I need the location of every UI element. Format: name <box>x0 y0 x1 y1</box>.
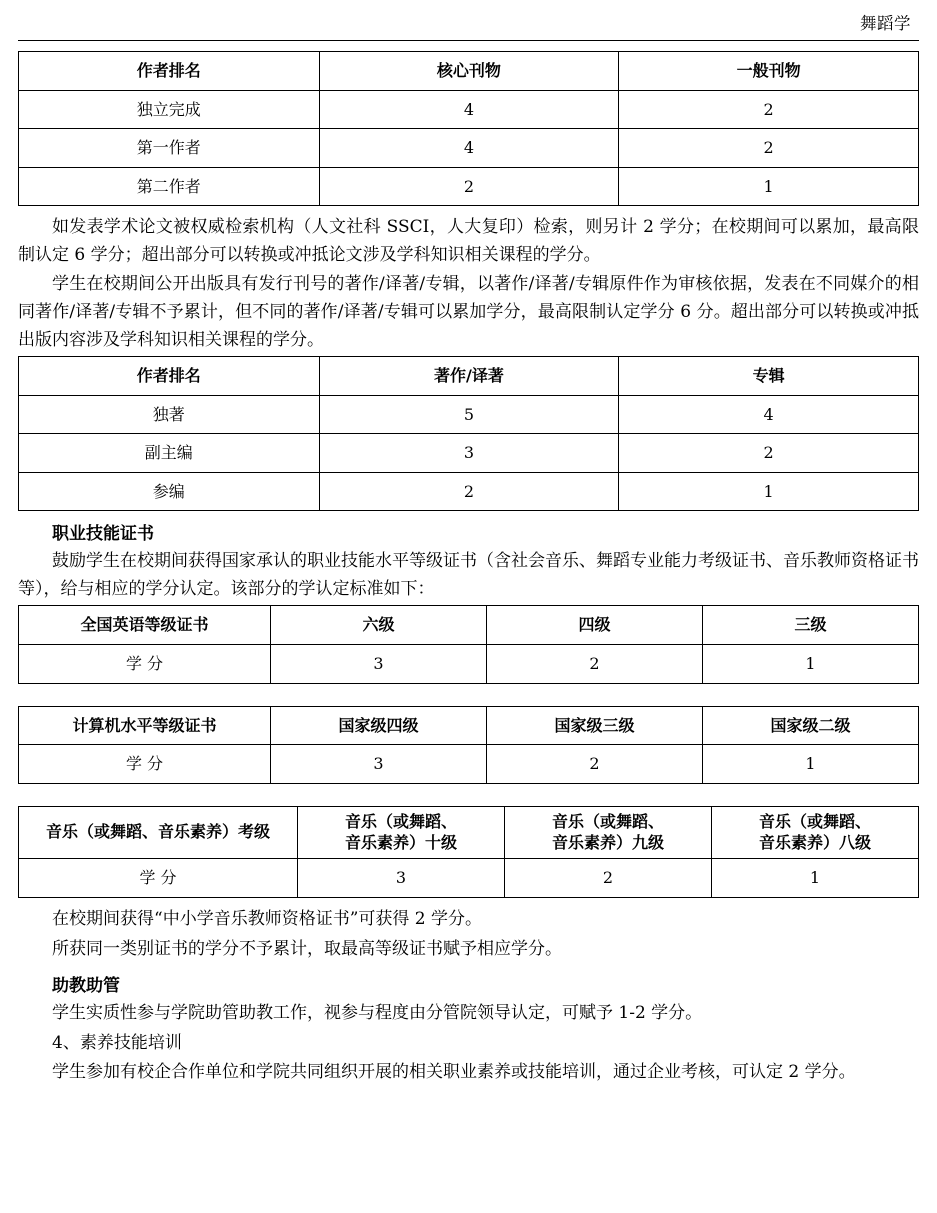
computer-certificate-table <box>18 706 919 784</box>
table-row <box>19 645 919 684</box>
table-header-cell: 著作/译著 <box>319 357 619 396</box>
paragraph-no-accumulate: 所获同一类别证书的学分不予累计，取最高等级证书赋予相应学分。 <box>52 938 562 959</box>
table-cell: 3 <box>298 859 505 898</box>
table-row <box>19 52 919 91</box>
table-cell: 独著 <box>19 395 320 434</box>
table-cell: 2 <box>619 434 919 473</box>
paragraph-teacher-certificate: 在校期间获得“中小学音乐教师资格证书”可获得 2 学分。 <box>52 909 483 930</box>
table-cell: 参编 <box>19 472 320 511</box>
table-row <box>19 395 919 434</box>
table-cell: 2 <box>619 129 919 168</box>
table-row <box>19 357 919 396</box>
english-certificate-table <box>18 605 919 683</box>
table-cell: 4 <box>319 129 619 168</box>
table-header-text: 音乐（或舞蹈、音乐素养）考级 <box>45 822 270 842</box>
table-cell: 2 <box>487 645 703 684</box>
table-cell: 3 <box>271 645 487 684</box>
table-header-cell: 作者排名 <box>19 357 320 396</box>
table-header-cell <box>298 806 505 859</box>
table-header-cell: 专辑 <box>619 357 919 396</box>
table-cell: 学 分 <box>19 645 271 684</box>
table-cell: 1 <box>712 859 919 898</box>
table-row <box>19 472 919 511</box>
table-cell: 1 <box>619 167 919 206</box>
table-cell: 1 <box>619 472 919 511</box>
table-cell: 3 <box>319 434 619 473</box>
paragraph-assistant-credit: 学生实质性参与学院助管助教工作，视参与程度由分管院领导认定，可赋予 1-2 学分。 <box>52 1003 703 1024</box>
paper-credit-table <box>18 51 919 206</box>
table-header-cell: 三级 <box>703 606 919 645</box>
table-cell: 2 <box>487 745 703 784</box>
table-header-line1: 音乐（或舞蹈、 <box>758 811 871 831</box>
table-cell: 学 分 <box>19 859 298 898</box>
paragraph-certificate-encourage: 鼓励学生在校期间获得国家承认的职业技能水平等级证书（含社会音乐、舞蹈专业能力考级证书、音乐教师资格证书等），给与相应的学分认定。该部分的学认定标准如下： <box>18 551 919 599</box>
table-row <box>19 859 919 898</box>
table-cell: 第一作者 <box>19 129 320 168</box>
table-row <box>19 90 919 129</box>
table-row <box>19 129 919 168</box>
table-row <box>19 706 919 745</box>
table-cell: 4 <box>319 90 619 129</box>
table-header-cell: 四级 <box>487 606 703 645</box>
table-header-line1: 音乐（或舞蹈、 <box>344 811 457 831</box>
table-header-line2: 音乐素养）九级 <box>551 832 664 852</box>
table-header-cell: 计算机水平等级证书 <box>19 706 271 745</box>
table-row <box>19 806 919 859</box>
table-row <box>19 606 919 645</box>
running-header: 舞蹈学 <box>860 14 911 33</box>
table-header-line1: 音乐（或舞蹈、 <box>551 811 664 831</box>
table-header-cell: 六级 <box>271 606 487 645</box>
table-cell: 副主编 <box>19 434 320 473</box>
publication-credit-table <box>18 356 919 511</box>
table-header-cell: 作者排名 <box>19 52 320 91</box>
table-cell: 1 <box>703 645 919 684</box>
table-header-line2: 音乐素养）八级 <box>758 832 871 852</box>
table-spacer <box>18 792 919 806</box>
table-header-cell <box>19 806 298 859</box>
table-spacer <box>18 692 919 706</box>
table-row <box>19 434 919 473</box>
table-cell: 第二作者 <box>19 167 320 206</box>
section-heading-teaching-assistant: 助教助管 <box>52 976 120 997</box>
table-header-cell: 国家级四级 <box>271 706 487 745</box>
table-header-cell: 全国英语等级证书 <box>19 606 271 645</box>
paragraph-publication-rule: 学生在校期间公开出版具有发行刊号的著作/译著/专辑，以著作/译著/专辑原件作为审核依据，发表在不同媒介的相同著作/译著/专辑不予累计，但不同的著作/译著/专辑可以累加学分，最高限制认定学分 6 分。超出部分可以转换或冲抵出版内容涉及学科知识相关课程的学分。 <box>18 274 919 350</box>
table-cell: 独立完成 <box>19 90 320 129</box>
table-header-cell: 国家级二级 <box>703 706 919 745</box>
table-cell: 5 <box>319 395 619 434</box>
table-cell: 1 <box>703 745 919 784</box>
table-header-cell <box>505 806 712 859</box>
table-cell: 2 <box>319 167 619 206</box>
table-row <box>19 745 919 784</box>
paragraph-item-4-title: 4、素养技能培训 <box>52 1032 182 1053</box>
table-cell: 2 <box>619 90 919 129</box>
table-cell: 2 <box>319 472 619 511</box>
table-header-line2: 音乐素养）十级 <box>344 832 457 852</box>
paragraph-ssci-retrieval: 如发表学术论文被权威检索机构（人文社科 SSCI，人大复印）检索，则另计 2 学分；在校期间可以累加，最高限制认定 6 学分；超出部分可以转换或冲抵论文涉及学科知识相关课程的学分。 <box>18 217 919 265</box>
table-row <box>19 167 919 206</box>
music-grade-certificate-table <box>18 806 919 898</box>
paragraph-skill-training: 学生参加有校企合作单位和学院共同组织开展的相关职业素养或技能培训，通过企业考核，可认定 2 学分。 <box>52 1062 856 1083</box>
table-header-cell: 核心刊物 <box>319 52 619 91</box>
table-header-cell <box>712 806 919 859</box>
header-divider <box>18 40 919 41</box>
table-header-cell: 一般刊物 <box>619 52 919 91</box>
table-cell: 4 <box>619 395 919 434</box>
table-cell: 学 分 <box>19 745 271 784</box>
section-heading-vocational-certificate: 职业技能证书 <box>52 524 154 545</box>
table-header-cell: 国家级三级 <box>487 706 703 745</box>
table-cell: 2 <box>505 859 712 898</box>
table-cell: 3 <box>271 745 487 784</box>
